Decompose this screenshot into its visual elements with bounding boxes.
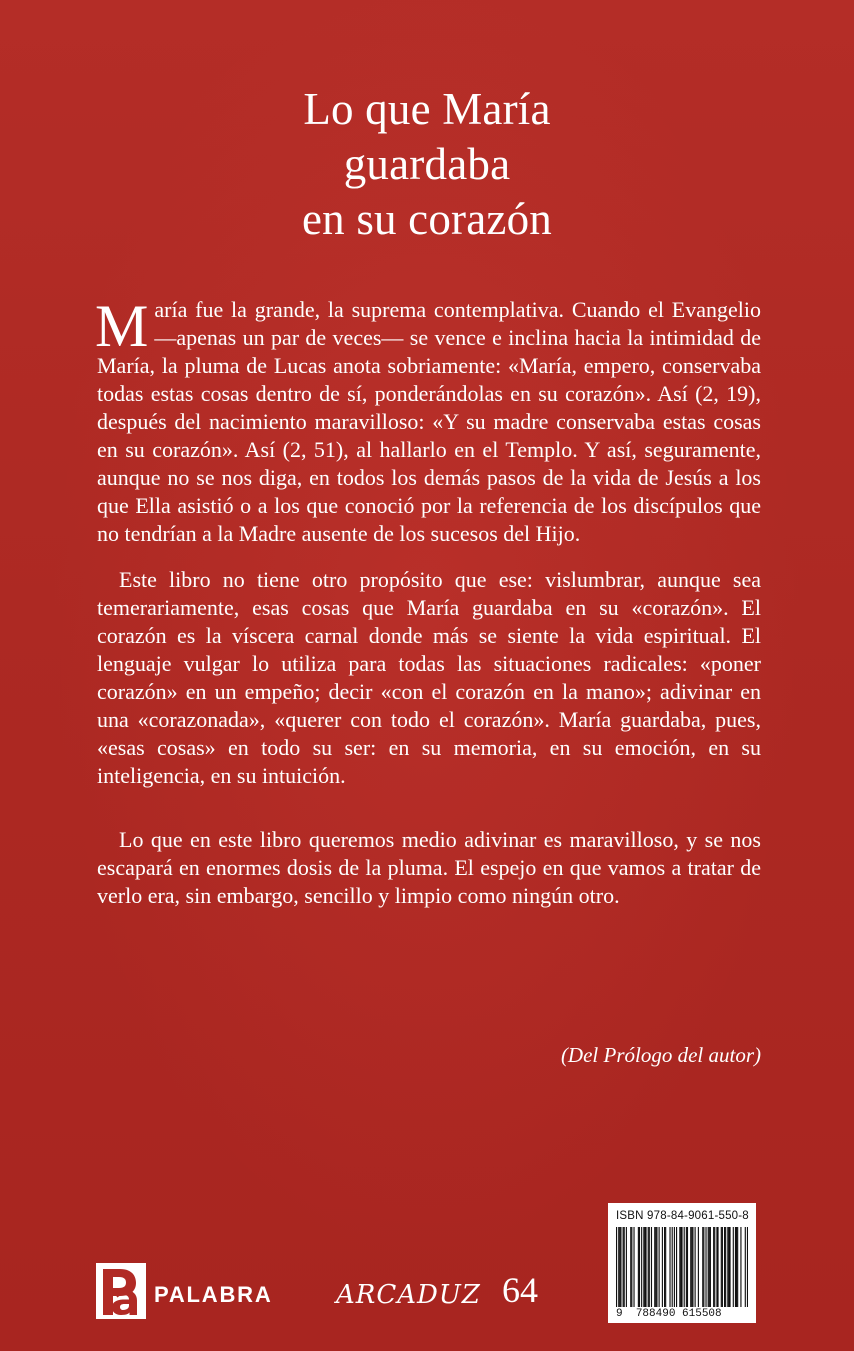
barcode-bar	[616, 1227, 617, 1307]
barcode-digits	[616, 1308, 748, 1320]
barcode-bar	[674, 1227, 675, 1307]
barcode-bar	[618, 1227, 619, 1307]
barcode-bar	[722, 1227, 723, 1307]
barcode-bar	[733, 1227, 734, 1307]
barcode-bar	[703, 1227, 704, 1307]
barcode-bar	[620, 1227, 621, 1307]
barcode-bar	[619, 1227, 620, 1307]
barcode-bar	[724, 1227, 725, 1307]
barcode-bar	[659, 1227, 660, 1307]
barcode-bar	[727, 1227, 728, 1307]
barcode-bar	[641, 1227, 642, 1307]
barcode-bar	[690, 1227, 691, 1307]
barcode-bar	[695, 1227, 696, 1307]
book-title	[120, 82, 734, 247]
barcode-bar	[672, 1227, 673, 1307]
barcode-bar	[691, 1227, 692, 1307]
barcode-bar	[716, 1227, 717, 1307]
barcode-bar	[648, 1227, 649, 1307]
barcode-bar	[717, 1227, 718, 1307]
barcode-bar	[687, 1227, 688, 1307]
barcode-bar	[662, 1227, 663, 1307]
barcode-bar	[643, 1227, 644, 1307]
isbn-barcode	[608, 1203, 756, 1323]
barcode-bar	[631, 1227, 632, 1307]
palabra-logo-icon	[96, 1263, 146, 1319]
publisher-name: PALABRA	[154, 1282, 273, 1307]
barcode-bar	[708, 1227, 709, 1307]
series-number: 64	[502, 1270, 538, 1310]
barcode-first-digit: 9	[616, 1308, 623, 1320]
barcode-bar	[698, 1227, 699, 1307]
barcode-bar	[736, 1227, 737, 1307]
barcode-bar	[669, 1227, 670, 1307]
barcode-bar	[633, 1227, 634, 1307]
barcode-bar	[714, 1227, 715, 1307]
barcode-bar	[664, 1227, 665, 1307]
barcode-bar	[705, 1227, 706, 1307]
blurb-paragraph-1-text: aría fue la grande, la suprema contemplativa. Cuando el Evangelio —apenas un par de veces— se vence e inclina hacia la intimidad de María, la pluma de Lucas anota sobriamente: «María, empero, conservaba todas estas cosas dentro de sí, ponderándolas en su corazón». Así (2, 19), después del nacimiento maravilloso: «Y su madre conservaba estas cosas en su corazón». Así (2, 51), al hallarlo en el Templo. Y así, seguramente, aunque no se nos diga, en todos los demás pasos de la vida de Jesús a los que Ella asistió o a los que conoció por la referencia de los discípulos que no tendrían a la Madre ausente de los sucesos del Hijo.	[97, 297, 761, 546]
barcode-bar	[651, 1227, 652, 1307]
barcode-bar	[626, 1227, 627, 1307]
title-line-1: Lo que María	[303, 84, 551, 134]
barcode-bar	[709, 1227, 710, 1307]
barcode-bar	[692, 1227, 693, 1307]
barcode-bar	[713, 1227, 714, 1307]
barcode-bar	[747, 1227, 748, 1307]
barcode-bar	[624, 1227, 625, 1307]
barcode-bar	[725, 1227, 726, 1307]
barcode-bar	[623, 1227, 624, 1307]
barcode-bar	[710, 1227, 711, 1307]
barcode-bar	[721, 1227, 722, 1307]
barcode-bar	[686, 1227, 687, 1307]
barcode-main-digits: 788490 615508	[635, 1308, 722, 1320]
barcode-bar	[638, 1227, 639, 1307]
barcode-bars	[616, 1227, 748, 1307]
barcode-bar	[639, 1227, 640, 1307]
barcode-bar	[645, 1227, 646, 1307]
blurb-source: (Del Prólogo del autor)	[560, 1043, 761, 1067]
barcode-bar	[740, 1227, 741, 1307]
barcode-bar	[676, 1227, 677, 1307]
barcode-bar	[737, 1227, 738, 1307]
barcode-bar	[649, 1227, 650, 1307]
title-line-2: guardaba	[343, 139, 511, 189]
barcode-bar	[745, 1227, 746, 1307]
barcode-bar	[665, 1227, 666, 1307]
barcode-bar	[728, 1227, 729, 1307]
isbn-number: ISBN 978-84-9061-550-8	[616, 1210, 749, 1222]
series-name: ARCADUZ	[336, 1280, 481, 1310]
barcode-bar	[679, 1227, 680, 1307]
blurb-paragraph-3: Lo que en este libro queremos medio adivinar es maravilloso, y se nos escapará en enormes dosis de la pluma. El espejo en que vamos a tratar de verlo era, sin embargo, sencillo y limpio como ningún otro.	[97, 827, 761, 908]
barcode-bar	[656, 1227, 657, 1307]
barcode-bar	[681, 1227, 682, 1307]
barcode-bar	[684, 1227, 685, 1307]
barcode-bar	[735, 1227, 736, 1307]
barcode-bar	[654, 1227, 655, 1307]
barcode-bar	[729, 1227, 730, 1307]
barcode-bar	[644, 1227, 645, 1307]
barcode-bar	[655, 1227, 656, 1307]
barcode-bar	[702, 1227, 703, 1307]
blurb-paragraph-1	[95, 293, 761, 548]
barcode-bar	[630, 1227, 631, 1307]
drop-cap: M	[95, 293, 149, 359]
blurb-paragraph-2: Este libro no tiene otro propósito que ese: vislumbrar, aunque sea temerariamente, esas cosas que María guardaba en su «corazón». El corazón es la víscera carnal donde más se siente la vida espiritual. El lenguaje vulgar lo utiliza para todas las situaciones radicales: «poner corazón» en un empeño; decir «con el corazón en la mano»; adivinar en una «corazonada», «querer con todo el corazón». María guardaba, pues, «esas cosas» en todo su ser: en su memoria, en su emoción, en su inteligencia, en su intuición.	[97, 567, 761, 788]
blurb-text	[95, 293, 761, 928]
title-line-3: en su corazón	[302, 194, 552, 244]
barcode-bar	[680, 1227, 681, 1307]
